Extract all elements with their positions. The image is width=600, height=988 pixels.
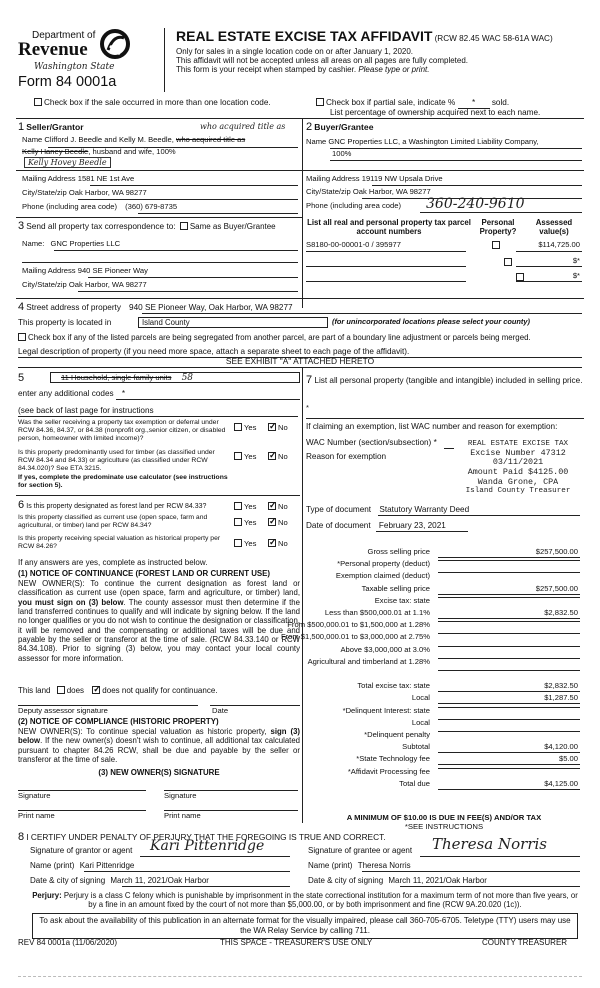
tax-row-label: Gross selling price: [367, 547, 430, 556]
footer-left: REV 84 0001a (11/06/2020): [18, 938, 118, 947]
use-code-box[interactable]: 11 Household, single family units 58: [50, 372, 300, 383]
buyer-name[interactable]: GNC Properties LLC, a Washington Limited Liability Company,: [328, 137, 539, 146]
personal-prop-checkbox-0[interactable]: [492, 241, 500, 249]
print-name-label-2: Print name: [164, 811, 201, 820]
new-owner-title: (3) NEW OWNER(S) SIGNATURE: [98, 768, 220, 777]
seller-handwritten-note: who acquired title as: [200, 122, 286, 131]
seller-heading: 1 Seller/Grantor: [18, 121, 84, 133]
tax-row-value[interactable]: [438, 621, 580, 622]
form-number: Form 84 0001a: [18, 74, 117, 90]
tax-row-value[interactable]: $1,287.50: [438, 694, 580, 704]
tax-row: [304, 707, 580, 719]
tax-row-value[interactable]: [438, 597, 580, 598]
grantor-date-row: Date & city of signing March 11, 2021/Oak Harbor: [30, 876, 209, 885]
continuance-text: NEW OWNER(S): To continue the current designation as forest land or classification as current use (open space, farm and agriculture, or timber) land, you must sign on (3) below. The county assessor must then determine if the land transferred continues to qualify and will indicate by signing below. If the land no longer qualifies or you do not wish to continue the designation or classification, it will be removed and the compensating or additional taxes will be due and payable by the seller or transferor at the time of sale. (RCW 84.33.140 or RCW 84.34.108). Prior to signing (3) below, you may contact your local county assessor for more information.: [18, 579, 300, 663]
s6-q2: Is this property classified as current use (open space, farm and agricultural, or timber) land per RCW 84.34?: [18, 514, 208, 530]
tax-row-label: Excise tax: state: [374, 595, 430, 605]
subtitle-2: This affidavit will not be accepted unless all areas on all pages are fully completed.: [176, 55, 469, 65]
buyer-city[interactable]: Oak Harbor, WA 98277: [352, 187, 431, 196]
stamp-line1: REAL ESTATE EXCISE TAX: [467, 440, 569, 448]
grantee-print-name[interactable]: Theresa Norris: [357, 861, 411, 870]
signature-label-1: Signature: [18, 791, 51, 800]
tax-corr-mailing-row: Mailing Address 940 SE Pioneer Way: [22, 266, 148, 275]
stamp-line2: Excise Number 47312: [470, 447, 566, 458]
tax-row-label: Exemption claimed (deduct): [335, 571, 430, 581]
accessibility-box: To ask about the availability of this publication in an alternate format for the visually impaired, please call 360-705-6705. Teletype (TTY) users may use the WA Relay Service by calling 711.: [32, 913, 578, 939]
tax-row-label: Total excise tax: state: [357, 681, 430, 691]
minimum-note: A MINIMUM OF $10.00 IS DUE IN FEE(S) AND/OR TAX: [346, 813, 542, 822]
stamp-line5: Wanda Grone, CPA: [477, 476, 559, 487]
grantee-date-row: Date & city of signing March 11, 2021/Oak Harbor: [308, 876, 487, 885]
tax-row-value[interactable]: $257,500.00: [438, 585, 580, 595]
s5-q2b: If yes, complete the predominate use calculator (see instructions for section 5).: [18, 474, 228, 490]
seller-mailing-row: Mailing Address 1581 NE 1st Ave: [22, 174, 135, 183]
buyer-city-row: City/State/zip Oak Harbor, WA 98277: [306, 187, 431, 196]
subtitle-3: This form is your receipt when stamped by cashier.: [176, 65, 357, 75]
tax-row: [304, 694, 580, 706]
compliance-text: NEW OWNER(S): To continue special valuation as historic property, sign (3) below. If the new owner(s) doesn't wish to continue, all additional tax calculated pursuant to chapter 84.26 RCW, shall be due and payable by the seller or transferor at the time of sale.: [18, 727, 301, 765]
tax-row: [304, 755, 580, 767]
seller-name-row: Name Clifford J. Beedle and Kelly M. Beedle, who acquired title as: [22, 135, 246, 144]
tax-row-label: Local: [411, 693, 430, 703]
same-as-buyer-checkbox[interactable]: [180, 222, 188, 230]
seller-name-row2: Kelly Haney Beedle, husband and wife, 100%: [22, 147, 176, 156]
tax-row-label: From $500,000.01 to $1,500,000 at 1.28%: [287, 620, 430, 630]
see-back: (see back of last page for instructions: [18, 406, 154, 415]
tax-row-value[interactable]: $5.00: [438, 755, 580, 765]
tax-row-value[interactable]: [438, 768, 580, 769]
perjury-note: Perjury: Perjury is a class C felony which is punishable by imprisonment in the state correctional institution for a maximum term of not more than five years, or by a fine in an amount fixed by the court of not more than $5,000.00, or by both imprisonment and fine (RCW 9A.20.020 (1c)).: [32, 891, 578, 910]
tax-row-value[interactable]: $2,832.50: [438, 682, 580, 692]
section7-text: 7 List all personal property (tangible and intangible) included in selling price.: [306, 374, 583, 386]
personal-prop-checkbox-1[interactable]: [504, 258, 512, 266]
stamp-line3: 03/11/2021: [492, 457, 544, 468]
seller-mailing[interactable]: 1581 NE 1st Ave: [77, 174, 135, 183]
tax-row: [304, 585, 580, 597]
grantor-print-name[interactable]: Kari Pittenridge: [79, 861, 135, 870]
partial-sale-check[interactable]: Check box if partial sale, indicate % * sold.: [316, 98, 509, 109]
stamp-line6: Island County Treasurer: [465, 487, 571, 496]
assessed-value-0[interactable]: $114,725.00: [538, 240, 580, 249]
personal-prop-header: Personal Property?: [479, 218, 517, 237]
tax-row: [304, 719, 580, 731]
tax-row-label: Taxable selling price: [361, 583, 430, 593]
footer-center: THIS SPACE - TREASURER'S USE ONLY: [220, 938, 373, 947]
grantor-signature[interactable]: Kari Pittenridge: [150, 838, 265, 854]
multi-location-checkbox[interactable]: [34, 98, 42, 106]
use-code-handwritten: 58: [181, 373, 194, 383]
partial-sale-checkbox[interactable]: [316, 98, 324, 106]
dept-line2: Revenue: [18, 39, 88, 60]
segregated-checkbox[interactable]: [18, 333, 26, 341]
s5-q1-yes[interactable]: Yes: [234, 423, 256, 433]
exemption-reason-label: Reason for exemption: [306, 452, 387, 461]
tax-row-label: *Delinquent penalty: [364, 730, 430, 739]
personal-property-value[interactable]: *: [306, 403, 309, 412]
wac-value[interactable]: *: [433, 438, 437, 447]
dept-line1: Department of: [32, 30, 96, 41]
seller-phone[interactable]: (360) 679-8735: [125, 202, 178, 211]
tax-row: [304, 780, 580, 792]
tax-row-value[interactable]: $4,120.00: [438, 743, 580, 753]
stamp-line4: Amount Paid $4125.00: [467, 467, 569, 478]
tax-row: [280, 632, 580, 645]
subtitle-3-italic: Please type or print.: [358, 65, 430, 75]
any-yes-note: If any answers are yes, complete as instructed below.: [18, 558, 208, 567]
tax-row-value[interactable]: [438, 646, 580, 647]
doc-type-row: Type of document Statutory Warranty Deed: [306, 505, 470, 514]
tax-row-label: From $1,500,000.01 to $3,000,000 at 2.75%: [280, 632, 430, 642]
tax-corr-city[interactable]: Oak Harbor, WA 98277: [68, 280, 147, 289]
grantor-sig-row: Signature of grantor or agent: [30, 846, 133, 855]
treasurer-stamp: [448, 440, 588, 496]
tax-row-label: *Affidavit Processing fee: [347, 766, 430, 776]
s5-q2: Is this property predominantly used for timber (as classified under RCW 84.34 and 84.33) or agriculture (as classified under RCW 84.34.020)? See ETA 3215.: [18, 449, 215, 473]
segregated-check[interactable]: Check box if any of the listed parcels are being segregated from another parcel, are part of a boundary line adjustment or parcels being merged.: [18, 333, 531, 342]
tax-row-label: *Delinquent Interest: state: [342, 705, 430, 715]
tax-row-value[interactable]: $257,500.00: [438, 548, 580, 558]
deputy-date-label: Date: [212, 706, 229, 715]
county-note: (for unincorporated locations please select your county): [332, 317, 530, 326]
wac-row: WAC Number (section/subsection) *: [306, 438, 437, 447]
tax-row-value[interactable]: [438, 707, 580, 708]
buyer-name-row: Name GNC Properties LLC, a Washington Limited Liability Company,: [306, 137, 539, 146]
s6-q2-no[interactable]: ✓ No: [268, 518, 288, 528]
s6-q2-yes[interactable]: Yes: [234, 518, 256, 528]
seller-phone-row: Phone (including area code) (360) 679-8735: [22, 202, 178, 211]
doc-type-value[interactable]: Statutory Warranty Deed: [379, 505, 470, 514]
s6-q3: Is this property receiving special valuation as historical property per RCW 84.26?: [18, 535, 221, 551]
seller-city[interactable]: Oak Harbor, WA 98277: [68, 188, 147, 197]
county-select[interactable]: Island County: [138, 317, 328, 328]
tax-row: [304, 768, 580, 780]
assessed-header: Assessed value(s): [535, 218, 573, 237]
tax-corr-mailing[interactable]: 940 SE Pioneer Way: [77, 266, 148, 275]
grantee-signature[interactable]: Theresa Norris: [432, 835, 547, 853]
form-title-block: [176, 28, 586, 75]
tax-row: [304, 731, 580, 743]
tax-row-label: Agricultural and timberland at 1.28%: [307, 656, 430, 666]
buyer-phone-row: Phone (including area code): [306, 201, 401, 210]
tax-row: [304, 743, 580, 755]
form-title-ref: (RCW 82.45 WAC 58-61A WAC): [434, 34, 553, 43]
tax-corr-name-row: Name: GNC Properties LLC: [22, 239, 121, 248]
s5-q1: Was the seller receiving a property tax exemption or deferral under RCW 84.36, 84.37, or 84.38 (nonprofit org.,senior citizen, or disabled person, homeowner with limited income)?: [18, 419, 226, 443]
this-land-row: This land does ✓ does not qualify for continuance.: [18, 686, 217, 695]
s5-q2-no[interactable]: ✓ No: [268, 452, 288, 462]
buyer-mailing[interactable]: 19119 NW Upsala Drive: [361, 174, 443, 183]
tax-row-value[interactable]: [438, 560, 580, 561]
seller-name-struck: who acquired title as: [175, 135, 246, 144]
dept-line3: Washington State: [34, 62, 115, 72]
doc-date-value[interactable]: February 23, 2021: [378, 521, 446, 530]
tax-row-label: Above $3,000,000 at 3.0%: [340, 644, 430, 654]
additional-codes-value[interactable]: *: [121, 389, 126, 398]
see-instructions: *SEE INSTRUCTIONS: [404, 822, 484, 831]
grantee-date-city[interactable]: March 11, 2021/Oak Harbor: [388, 876, 487, 885]
tax-row: [304, 682, 580, 694]
multi-location-check[interactable]: Check box if the sale occurred in more than one location code.: [34, 98, 271, 108]
grantee-sig-row: Signature of grantee or agent: [308, 846, 413, 855]
additional-codes-row: enter any additional codes *: [18, 389, 126, 398]
certify-row: 8 I CERTIFY UNDER PENALTY OF PERJURY THAT THE FOREGOING IS TRUE AND CORRECT.: [18, 831, 386, 843]
tax-row-value[interactable]: $2,832.50: [438, 609, 580, 619]
form-title: REAL ESTATE EXCISE TAX AFFIDAVIT: [176, 28, 433, 44]
continuance-title: (1) NOTICE OF CONTINUANCE (FOREST LAND OR CURRENT USE): [18, 569, 271, 578]
tax-row-value[interactable]: [438, 572, 580, 573]
seller-city-row: City/State/zip Oak Harbor, WA 98277: [22, 188, 147, 197]
compliance-title: (2) NOTICE OF COMPLIANCE (HISTORIC PROPERTY): [18, 717, 219, 726]
partial-sale-percent[interactable]: *: [458, 98, 490, 109]
tax-row: [304, 658, 580, 670]
street-row: 4 Street address of property 940 SE Pioneer Way, Oak Harbor, WA 98277: [18, 301, 293, 313]
grantor-date-city[interactable]: March 11, 2021/Oak Harbor: [110, 876, 209, 885]
land-does-checkbox[interactable]: [57, 686, 65, 694]
tax-corr-heading: 3 Send all property tax correspondence to: Same as Buyer/Grantee: [18, 220, 276, 232]
tax-row-label: *Personal property (deduct): [337, 559, 430, 569]
legal-description[interactable]: SEE EXHIBIT "A" ATTACHED HERETO: [225, 356, 375, 366]
buyer-name-line2: 100%: [332, 149, 352, 158]
s6-q1-row: 6 Is this property designated as forest land per RCW 84.33?: [18, 499, 207, 511]
assessed-value-1[interactable]: $*: [572, 256, 580, 265]
dor-swirl-icon: [100, 28, 130, 60]
s5-q1-no[interactable]: ✓ No: [268, 423, 288, 433]
section5-num: 5: [18, 372, 25, 384]
land-does-not-checkbox[interactable]: [92, 686, 100, 694]
subtitle-1: Only for sales in a single location code on or after January 1, 2020.: [176, 46, 414, 56]
tax-corr-city-row: City/State/zip Oak Harbor, WA 98277: [22, 280, 147, 289]
s5-q2-yes[interactable]: Yes: [234, 452, 256, 462]
tax-row-value[interactable]: [438, 633, 580, 634]
tax-row-label: Subtotal: [402, 742, 430, 752]
legal-label: Legal description of property (if you need more space, attach a separate sheet to each page of the affidavit).: [18, 347, 410, 356]
footer-right: COUNTY TREASURER: [482, 938, 568, 947]
parcel-col-header: List all real and personal property tax parcel account numbers: [307, 218, 471, 237]
s6-q3-no[interactable]: ✓ No: [268, 539, 288, 549]
tax-row-value[interactable]: [438, 719, 580, 720]
located-row: This property is located in: [18, 318, 112, 327]
deputy-sig-label: Deputy assessor signature: [18, 706, 108, 715]
tax-row: [304, 646, 580, 658]
buyer-heading: 2 Buyer/Grantee: [306, 121, 374, 133]
tax-row-label: Less than $500,000.01 at 1.1%: [324, 608, 430, 617]
buyer-phone[interactable]: 360-240-9610: [426, 196, 525, 212]
s6-q1-no[interactable]: ✓ No: [268, 502, 288, 512]
print-name-label-1: Print name: [18, 811, 55, 820]
tax-row-label: *State Technology fee: [356, 754, 430, 764]
seller-name-line2-struck: Kelly Haney Beedle: [22, 147, 89, 156]
parcel-row-0[interactable]: S8180-00-00001-0 / 395977: [306, 240, 401, 249]
tax-row-value[interactable]: [438, 731, 580, 732]
grantee-name-row: Name (print) Theresa Norris: [308, 861, 411, 870]
s6-q3-yes[interactable]: Yes: [234, 539, 256, 549]
property-street[interactable]: 940 SE Pioneer Way, Oak Harbor, WA 98277: [129, 303, 293, 312]
s6-q1-yes[interactable]: Yes: [234, 502, 256, 512]
exemption-claim-label: If claiming an exemption, list WAC number and reason for exemption:: [306, 422, 558, 431]
doc-date-row: Date of document February 23, 2021: [306, 521, 446, 530]
tax-row-label: Total due: [399, 778, 430, 788]
grantor-name-row: Name (print) Kari Pittenridge: [30, 861, 135, 870]
partial-sale-note: List percentage of ownership acquired next to each name.: [330, 108, 541, 117]
tax-row: [304, 572, 580, 584]
tax-row-value[interactable]: [438, 658, 580, 659]
signature-label-2: Signature: [164, 791, 197, 800]
buyer-mailing-row: Mailing Address 19119 NW Upsala Drive: [306, 174, 443, 183]
tax-row-value[interactable]: $4,125.00: [438, 780, 580, 790]
tax-row: [304, 670, 580, 682]
assessed-value-2[interactable]: $*: [572, 271, 580, 280]
seller-name-handwritten: Kelly Hovey Beedle: [24, 157, 111, 168]
seller-name[interactable]: Clifford J. Beedle and Kelly M. Beedle,: [44, 135, 174, 144]
dor-logo: [18, 28, 158, 96]
tax-row-value[interactable]: [438, 670, 580, 671]
tax-row-label: Local: [411, 717, 430, 727]
tax-corr-name[interactable]: GNC Properties LLC: [50, 239, 121, 248]
